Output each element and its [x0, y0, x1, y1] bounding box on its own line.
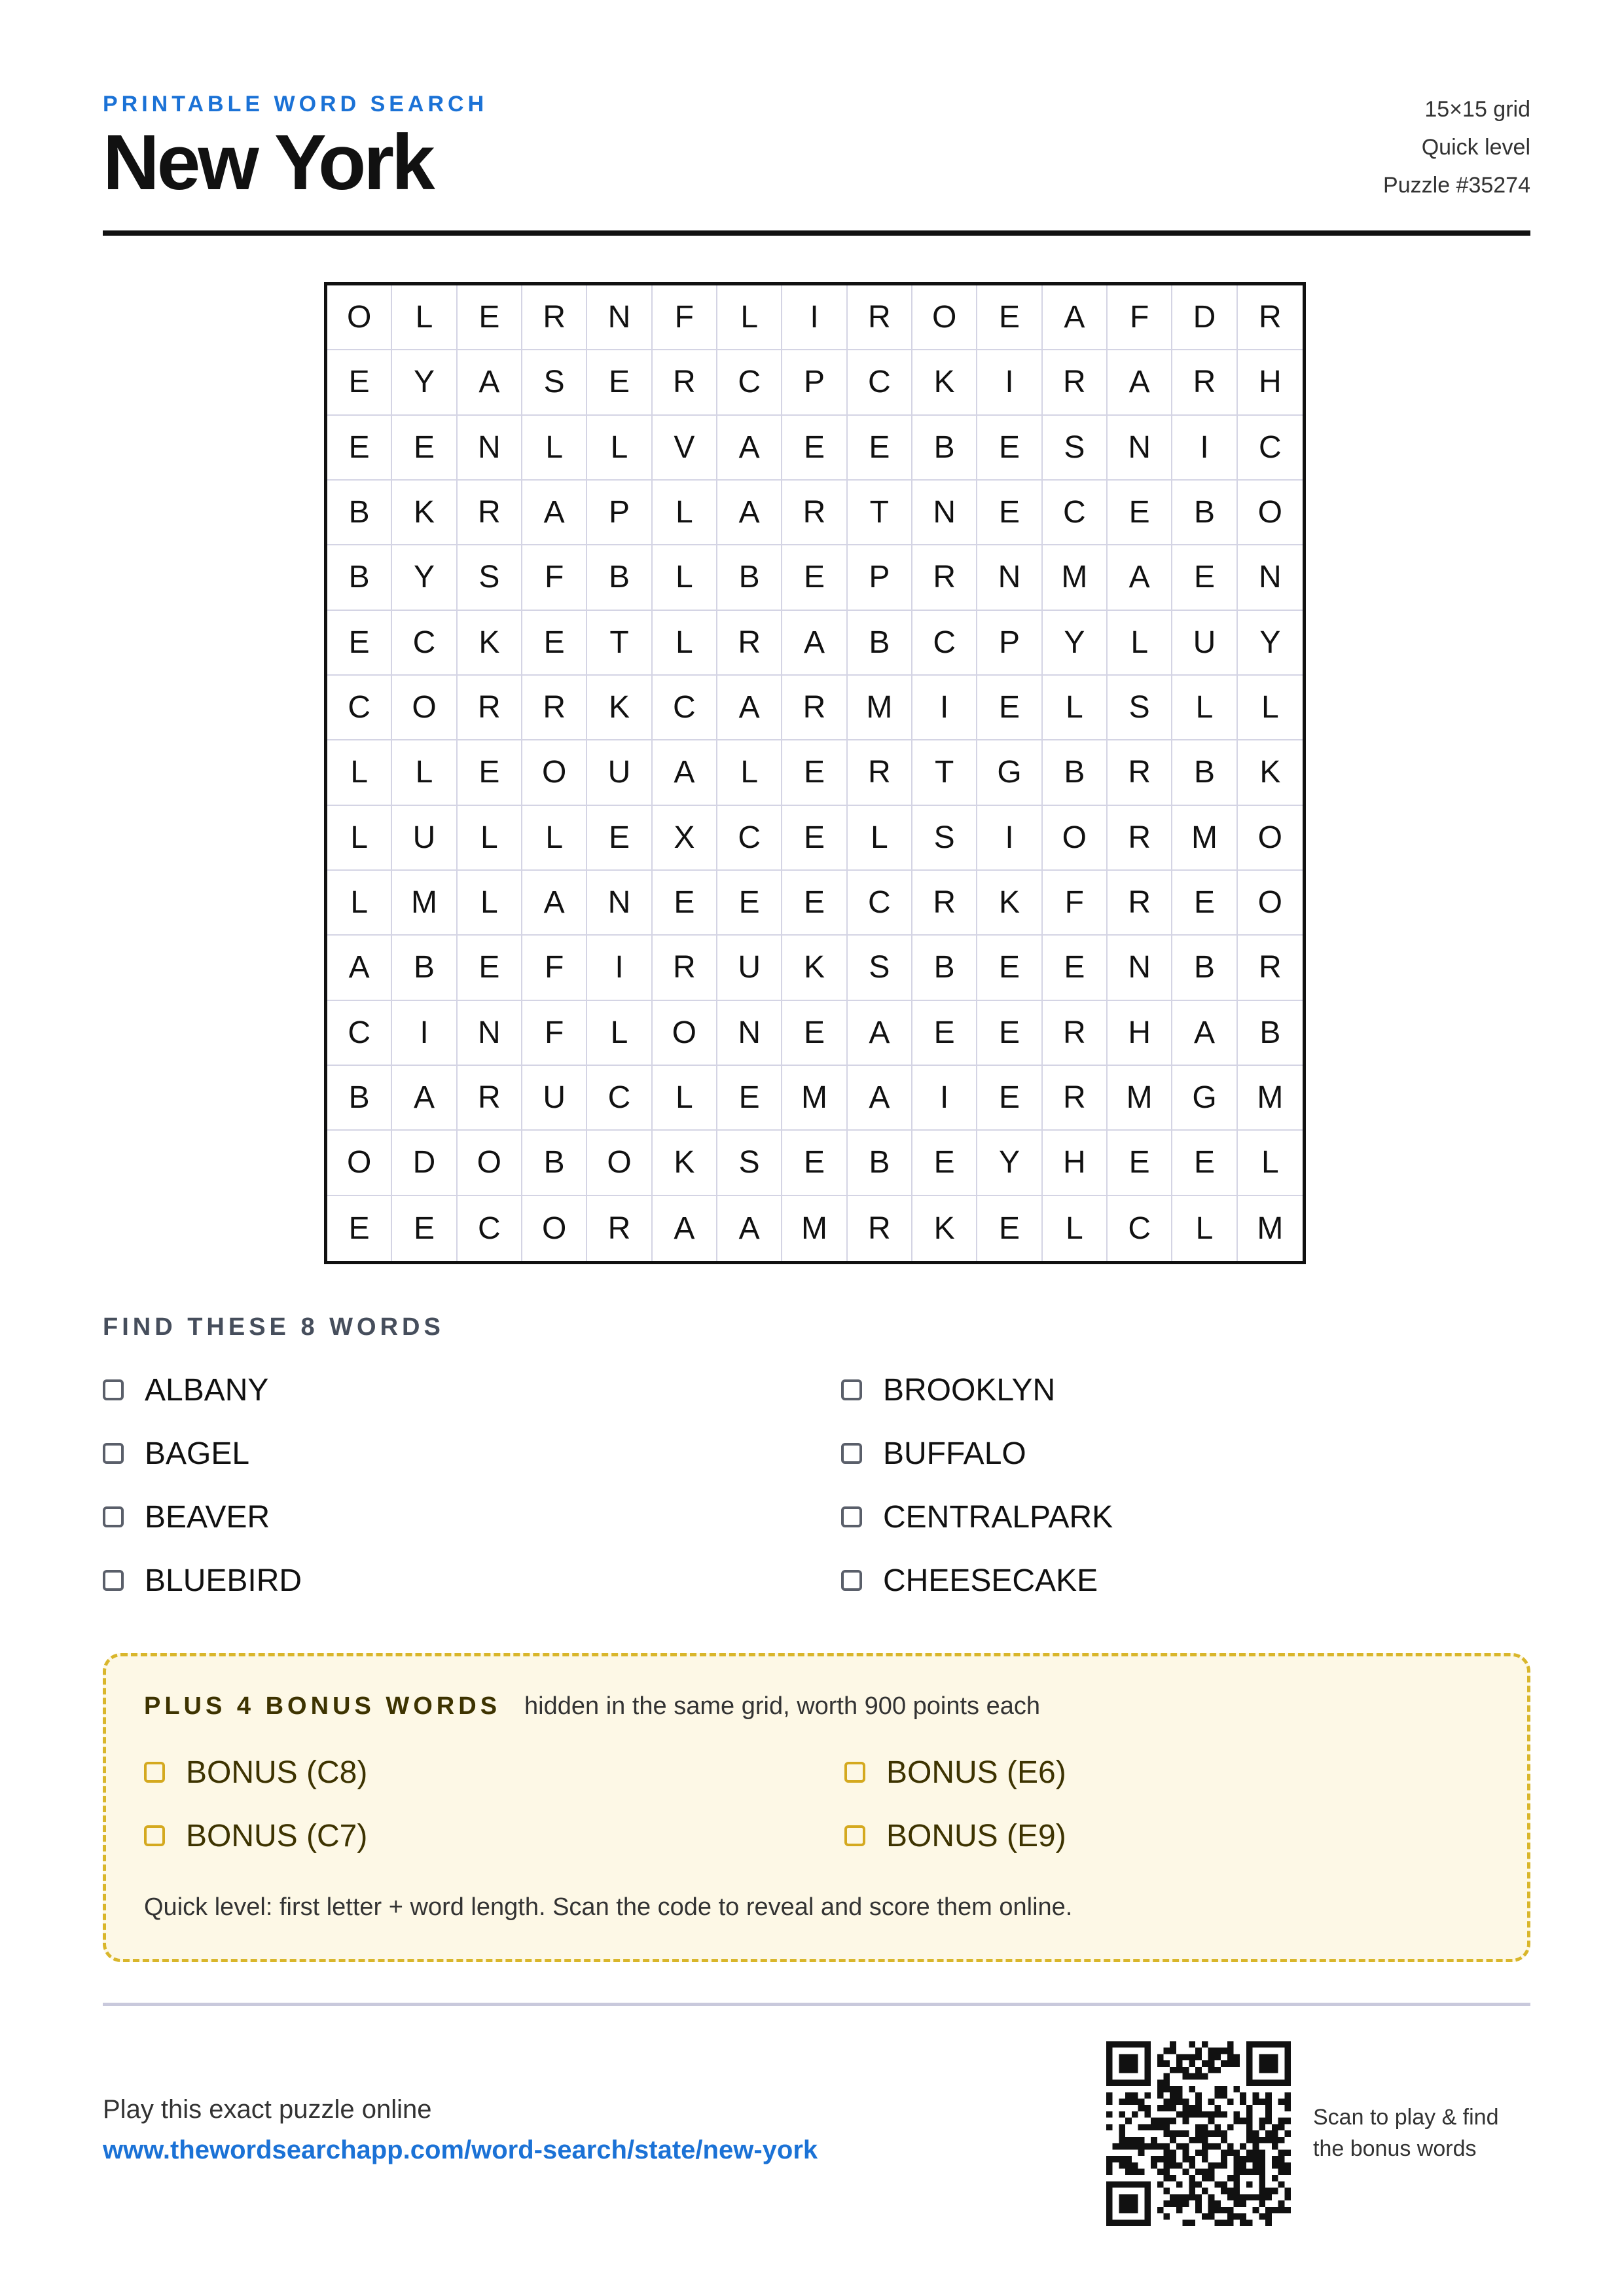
bonus-subheading: hidden in the same grid, worth 900 points each: [524, 1692, 1040, 1720]
grid-cell[interactable]: P: [848, 545, 912, 610]
puzzle-id-label: Puzzle #35274: [1383, 173, 1530, 198]
grid-cell[interactable]: U: [1172, 611, 1237, 676]
grid-cell[interactable]: B: [1238, 1001, 1303, 1066]
checkbox-icon[interactable]: [144, 1762, 165, 1783]
grid-cell[interactable]: R: [458, 1066, 522, 1131]
grid-cell[interactable]: C: [1043, 481, 1108, 545]
grid-cell[interactable]: L: [717, 740, 782, 805]
grid-cell[interactable]: E: [458, 936, 522, 1000]
word-item[interactable]: [103, 1558, 841, 1603]
grid-cell[interactable]: E: [1172, 1131, 1237, 1195]
grid-cell[interactable]: L: [653, 611, 717, 676]
grid-cell[interactable]: L: [327, 871, 392, 936]
grid-cell[interactable]: C: [392, 611, 457, 676]
word-label: BLUEBIRD: [145, 1563, 302, 1598]
grid-cell[interactable]: T: [848, 481, 912, 545]
grid-cell[interactable]: N: [1238, 545, 1303, 610]
grid-cell[interactable]: B: [522, 1131, 587, 1195]
grid-cell[interactable]: K: [782, 936, 847, 1000]
grid-cell[interactable]: O: [522, 740, 587, 805]
grid-cell[interactable]: H: [1108, 1001, 1172, 1066]
grid-cell[interactable]: D: [1172, 285, 1237, 350]
grid-cell[interactable]: R: [848, 740, 912, 805]
grid-cell[interactable]: L: [1172, 1196, 1237, 1261]
grid-cell[interactable]: L: [587, 1001, 652, 1066]
grid-cell[interactable]: R: [1043, 1066, 1108, 1131]
grid-cell[interactable]: E: [782, 740, 847, 805]
grid-cell[interactable]: E: [1108, 481, 1172, 545]
grid-cell[interactable]: L: [1238, 676, 1303, 740]
grid-cell[interactable]: O: [1238, 806, 1303, 871]
grid-cell[interactable]: D: [392, 1131, 457, 1195]
grid-cell[interactable]: L: [717, 285, 782, 350]
grid-cell[interactable]: E: [587, 350, 652, 415]
grid-cell[interactable]: I: [392, 1001, 457, 1066]
checkbox-icon[interactable]: [841, 1443, 862, 1464]
grid-cell[interactable]: N: [1108, 936, 1172, 1000]
qr-caption-line-1: Scan to play & find: [1313, 2105, 1499, 2130]
find-words-heading: FIND THESE 8 WORDS: [103, 1313, 444, 1341]
grid-cell[interactable]: F: [1108, 285, 1172, 350]
grid-cell[interactable]: P: [587, 481, 652, 545]
grid-cell[interactable]: O: [653, 1001, 717, 1066]
grid-cell[interactable]: A: [653, 740, 717, 805]
grid-cell[interactable]: L: [1238, 1131, 1303, 1195]
grid-cell[interactable]: B: [392, 936, 457, 1000]
grid-cell[interactable]: E: [782, 871, 847, 936]
page-title: New York: [103, 118, 433, 206]
grid-cell[interactable]: C: [848, 871, 912, 936]
grid-cell[interactable]: C: [912, 611, 977, 676]
grid-cell[interactable]: N: [587, 285, 652, 350]
word-label: CENTRALPARK: [883, 1499, 1113, 1535]
grid-cell[interactable]: I: [587, 936, 652, 1000]
grid-cell[interactable]: R: [522, 285, 587, 350]
grid-cell[interactable]: I: [912, 1066, 977, 1131]
grid-cell[interactable]: S: [1043, 416, 1108, 481]
puzzle-meta: [1383, 94, 1530, 208]
grid-cell[interactable]: I: [977, 806, 1042, 871]
grid-cell[interactable]: K: [1238, 740, 1303, 805]
qr-caption: [1313, 2102, 1499, 2164]
qr-caption-line-2: the bonus words: [1313, 2136, 1477, 2161]
grid-cell[interactable]: S: [912, 806, 977, 871]
grid-cell[interactable]: F: [522, 545, 587, 610]
grid-cell[interactable]: Y: [1043, 611, 1108, 676]
grid-cell[interactable]: E: [1108, 1131, 1172, 1195]
grid-cell[interactable]: R: [587, 1196, 652, 1261]
checkbox-icon[interactable]: [103, 1570, 124, 1591]
grid-cell[interactable]: P: [782, 350, 847, 415]
play-online-text: Play this exact puzzle online: [103, 2095, 432, 2124]
grid-cell[interactable]: F: [1043, 871, 1108, 936]
grid-cell[interactable]: E: [782, 1131, 847, 1195]
grid-cell[interactable]: O: [522, 1196, 587, 1261]
grid-cell[interactable]: A: [653, 1196, 717, 1261]
grid-cell[interactable]: A: [717, 481, 782, 545]
grid-cell[interactable]: L: [1172, 676, 1237, 740]
checkbox-icon[interactable]: [103, 1506, 124, 1527]
bonus-word-label: BONUS (E9): [886, 1818, 1066, 1853]
grid-cell[interactable]: A: [1043, 285, 1108, 350]
grid-cell[interactable]: Y: [1238, 611, 1303, 676]
grid-cell[interactable]: I: [1172, 416, 1237, 481]
grid-cell[interactable]: E: [977, 416, 1042, 481]
grid-cell[interactable]: O: [327, 285, 392, 350]
grid-cell[interactable]: L: [392, 740, 457, 805]
grid-cell[interactable]: C: [1108, 1196, 1172, 1261]
grid-cell[interactable]: R: [1043, 350, 1108, 415]
grid-cell[interactable]: Y: [392, 545, 457, 610]
grid-cell[interactable]: E: [522, 611, 587, 676]
bonus-word-item[interactable]: [144, 1813, 844, 1859]
grid-cell[interactable]: V: [653, 416, 717, 481]
word-label: BAGEL: [145, 1436, 250, 1471]
grid-cell[interactable]: E: [912, 1001, 977, 1066]
checkbox-icon[interactable]: [844, 1762, 865, 1783]
grid-cell[interactable]: L: [327, 740, 392, 805]
grid-cell[interactable]: N: [458, 1001, 522, 1066]
grid-cell[interactable]: E: [717, 871, 782, 936]
word-label: ALBANY: [145, 1372, 269, 1408]
grid-cell[interactable]: B: [1172, 740, 1237, 805]
grid-cell[interactable]: L: [458, 871, 522, 936]
grid-cell[interactable]: P: [977, 611, 1042, 676]
grid-cell[interactable]: M: [782, 1066, 847, 1131]
grid-cell[interactable]: O: [327, 1131, 392, 1195]
grid-cell[interactable]: L: [458, 806, 522, 871]
grid-cell[interactable]: G: [1172, 1066, 1237, 1131]
grid-cell[interactable]: L: [327, 806, 392, 871]
grid-cell[interactable]: A: [392, 1066, 457, 1131]
grid-cell[interactable]: C: [717, 806, 782, 871]
grid-cell[interactable]: O: [458, 1131, 522, 1195]
grid-cell[interactable]: E: [977, 1001, 1042, 1066]
grid-cell[interactable]: O: [587, 1131, 652, 1195]
bonus-note: Quick level: first letter + word length. Scan the code to reveal and score them online.: [144, 1893, 1073, 1921]
grid-cell[interactable]: E: [717, 1066, 782, 1131]
header-divider: [103, 230, 1530, 236]
grid-cell[interactable]: B: [327, 1066, 392, 1131]
bonus-header: [144, 1692, 1040, 1721]
grid-cell[interactable]: S: [522, 350, 587, 415]
grid-cell[interactable]: M: [1043, 545, 1108, 610]
grid-cell[interactable]: K: [458, 611, 522, 676]
grid-cell[interactable]: B: [1043, 740, 1108, 805]
word-list: [103, 1367, 1530, 1621]
grid-cell[interactable]: R: [1108, 871, 1172, 936]
grid-cell[interactable]: K: [392, 481, 457, 545]
checkbox-icon[interactable]: [144, 1825, 165, 1846]
grid-cell[interactable]: E: [392, 1196, 457, 1261]
grid-cell[interactable]: F: [522, 936, 587, 1000]
grid-cell[interactable]: R: [1172, 350, 1237, 415]
grid-cell[interactable]: E: [977, 481, 1042, 545]
grid-cell[interactable]: I: [782, 285, 847, 350]
grid-cell[interactable]: A: [522, 481, 587, 545]
grid-cell[interactable]: O: [912, 285, 977, 350]
letter-grid[interactable]: [324, 282, 1306, 1264]
grid-cell[interactable]: A: [848, 1001, 912, 1066]
grid-cell[interactable]: E: [782, 806, 847, 871]
grid-cell[interactable]: R: [1108, 740, 1172, 805]
grid-cell[interactable]: O: [1043, 806, 1108, 871]
bonus-word-item[interactable]: [844, 1813, 1492, 1859]
grid-cell[interactable]: L: [587, 416, 652, 481]
level-label: Quick level: [1421, 135, 1530, 160]
grid-cell[interactable]: B: [912, 936, 977, 1000]
grid-cell[interactable]: N: [912, 481, 977, 545]
grid-cell[interactable]: I: [977, 350, 1042, 415]
checkbox-icon[interactable]: [844, 1825, 865, 1846]
grid-cell[interactable]: E: [1172, 871, 1237, 936]
word-item[interactable]: [841, 1494, 1530, 1540]
grid-cell[interactable]: B: [848, 611, 912, 676]
grid-cell[interactable]: L: [653, 1066, 717, 1131]
bonus-heading: PLUS 4 BONUS WORDS: [144, 1692, 501, 1720]
grid-cell[interactable]: Y: [392, 350, 457, 415]
grid-cell[interactable]: B: [848, 1131, 912, 1195]
grid-cell[interactable]: N: [1108, 416, 1172, 481]
grid-size-label: 15×15 grid: [1424, 97, 1530, 122]
grid-cell[interactable]: R: [653, 936, 717, 1000]
grid-cell[interactable]: E: [912, 1131, 977, 1195]
grid-cell[interactable]: E: [587, 806, 652, 871]
checkbox-icon[interactable]: [103, 1379, 124, 1400]
bonus-word-label: BONUS (E6): [886, 1755, 1066, 1790]
grid-cell[interactable]: M: [1257, 1211, 1284, 1246]
checkbox-icon[interactable]: [841, 1506, 862, 1527]
page-eyebrow: PRINTABLE WORD SEARCH: [103, 92, 488, 117]
grid-cell[interactable]: T: [912, 740, 977, 805]
grid-cell[interactable]: B: [912, 416, 977, 481]
grid-cell[interactable]: R: [782, 676, 847, 740]
grid-cell[interactable]: H: [1238, 350, 1303, 415]
grid-cell[interactable]: R: [717, 611, 782, 676]
grid-cell[interactable]: S: [848, 936, 912, 1000]
grid-cell[interactable]: S: [717, 1131, 782, 1195]
grid-cell[interactable]: E: [327, 611, 392, 676]
grid-cell[interactable]: O: [1238, 871, 1303, 936]
grid-cell[interactable]: B: [1172, 481, 1237, 545]
grid-cell[interactable]: K: [587, 676, 652, 740]
puzzle-url-link[interactable]: www.thewordsearchapp.com/word-search/state/new-york: [103, 2136, 818, 2164]
grid-cell[interactable]: L: [1043, 1196, 1108, 1261]
word-item[interactable]: [841, 1430, 1530, 1476]
word-label: CHEESECAKE: [883, 1563, 1098, 1598]
bonus-word-item[interactable]: [144, 1749, 844, 1795]
grid-cell[interactable]: E: [977, 676, 1042, 740]
grid-cell[interactable]: N: [977, 545, 1042, 610]
grid-cell[interactable]: G: [977, 740, 1042, 805]
grid-cell[interactable]: B: [587, 545, 652, 610]
grid-cell[interactable]: A: [1172, 1001, 1237, 1066]
grid-cell[interactable]: K: [653, 1131, 717, 1195]
grid-cell[interactable]: L: [522, 806, 587, 871]
grid-cell[interactable]: M: [1172, 806, 1237, 871]
checkbox-icon[interactable]: [841, 1570, 862, 1591]
grid-cell[interactable]: E: [782, 416, 847, 481]
grid-cell[interactable]: L: [848, 806, 912, 871]
grid-cell[interactable]: R: [782, 481, 847, 545]
word-label: BUFFALO: [883, 1436, 1026, 1471]
grid-cell[interactable]: T: [587, 611, 652, 676]
grid-cell[interactable]: B: [717, 545, 782, 610]
grid-cell[interactable]: E: [458, 740, 522, 805]
grid-cell[interactable]: R: [912, 545, 977, 610]
grid-cell[interactable]: K: [977, 871, 1042, 936]
checkbox-icon[interactable]: [103, 1443, 124, 1464]
bonus-word-label: BONUS (C8): [186, 1755, 368, 1790]
grid-cell[interactable]: E: [327, 416, 392, 481]
grid-cell[interactable]: L: [392, 285, 457, 350]
grid-cell[interactable]: C: [327, 1001, 392, 1066]
footer-divider: [103, 2003, 1530, 2006]
grid-cell[interactable]: M: [1108, 1066, 1172, 1131]
word-item[interactable]: [103, 1367, 841, 1413]
grid-cell[interactable]: E: [782, 545, 847, 610]
grid-cell[interactable]: U: [587, 740, 652, 805]
grid-cell[interactable]: B: [1172, 936, 1237, 1000]
grid-cell[interactable]: S: [1108, 676, 1172, 740]
grid-cell[interactable]: R: [1043, 1001, 1108, 1066]
grid-cell[interactable]: A: [458, 350, 522, 415]
grid-cell[interactable]: R: [522, 676, 587, 740]
grid-cell[interactable]: E: [1172, 545, 1237, 610]
grid-cell[interactable]: U: [717, 936, 782, 1000]
grid-cell[interactable]: B: [327, 481, 392, 545]
grid-cell[interactable]: E: [977, 1196, 1042, 1261]
grid-cell[interactable]: E: [848, 416, 912, 481]
grid-cell[interactable]: A: [717, 1196, 782, 1261]
grid-cell[interactable]: C: [848, 350, 912, 415]
grid-cell[interactable]: I: [912, 676, 977, 740]
checkbox-icon[interactable]: [841, 1379, 862, 1400]
grid-cell[interactable]: A: [327, 936, 392, 1000]
grid-cell[interactable]: C: [587, 1066, 652, 1131]
grid-cell[interactable]: C: [458, 1196, 522, 1261]
grid-cell[interactable]: L: [1043, 676, 1108, 740]
grid-cell[interactable]: R: [653, 350, 717, 415]
word-label: BEAVER: [145, 1499, 270, 1535]
grid-cell[interactable]: M: [1238, 1066, 1303, 1131]
grid-cell[interactable]: C: [717, 350, 782, 415]
grid-cell[interactable]: Y: [977, 1131, 1042, 1195]
grid-cell[interactable]: R: [1238, 936, 1303, 1000]
grid-cell[interactable]: F: [653, 285, 717, 350]
grid-cell[interactable]: S: [458, 545, 522, 610]
grid-cell[interactable]: M: [392, 871, 457, 936]
grid-cell[interactable]: L: [653, 545, 717, 610]
grid-cell[interactable]: F: [522, 1001, 587, 1066]
grid-cell[interactable]: R: [458, 481, 522, 545]
grid-cell[interactable]: O: [1238, 481, 1303, 545]
word-label: BROOKLYN: [883, 1372, 1056, 1408]
grid-cell[interactable]: E: [458, 285, 522, 350]
grid-cell[interactable]: X: [653, 806, 717, 871]
grid-cell[interactable]: C: [327, 676, 392, 740]
grid-cell[interactable]: R: [1108, 806, 1172, 871]
grid-cell[interactable]: U: [522, 1066, 587, 1131]
grid-cell[interactable]: M: [782, 1196, 847, 1261]
bonus-word-item[interactable]: [844, 1749, 1492, 1795]
bonus-panel: [103, 1653, 1530, 1962]
grid-cell[interactable]: R: [848, 1196, 912, 1261]
word-item[interactable]: [103, 1494, 841, 1540]
grid-cell[interactable]: K: [912, 1196, 977, 1261]
grid-cell[interactable]: L: [653, 481, 717, 545]
grid-cell[interactable]: K: [912, 350, 977, 415]
grid-cell[interactable]: R: [458, 676, 522, 740]
grid-cell[interactable]: E: [392, 416, 457, 481]
grid-cell[interactable]: O: [392, 676, 457, 740]
grid-cell[interactable]: B: [327, 545, 392, 610]
grid-cell[interactable]: C: [1238, 416, 1303, 481]
grid-cell[interactable]: A: [782, 611, 847, 676]
grid-cell[interactable]: A: [717, 676, 782, 740]
grid-cell[interactable]: R: [1238, 285, 1303, 350]
grid-cell[interactable]: N: [717, 1001, 782, 1066]
grid-cell[interactable]: R: [912, 871, 977, 936]
grid-cell[interactable]: A: [522, 871, 587, 936]
qr-code[interactable]: [1106, 2041, 1291, 2226]
grid-cell[interactable]: E: [1043, 936, 1108, 1000]
grid-cell[interactable]: A: [717, 416, 782, 481]
grid-cell[interactable]: R: [848, 285, 912, 350]
word-item[interactable]: [103, 1430, 841, 1476]
grid-cell[interactable]: E: [327, 350, 392, 415]
grid-cell[interactable]: E: [782, 1001, 847, 1066]
bonus-word-label: BONUS (C7): [186, 1818, 368, 1853]
word-item[interactable]: [841, 1558, 1530, 1603]
grid-cell[interactable]: E: [653, 871, 717, 936]
grid-cell[interactable]: U: [392, 806, 457, 871]
grid-cell[interactable]: M: [848, 676, 912, 740]
grid-cell[interactable]: N: [587, 871, 652, 936]
grid-cell[interactable]: A: [1108, 545, 1172, 610]
bonus-word-list: [144, 1749, 1492, 1876]
grid-cell[interactable]: H: [1043, 1131, 1108, 1195]
grid-cell[interactable]: E: [327, 1196, 392, 1261]
grid-cell[interactable]: A: [1108, 350, 1172, 415]
grid-cell[interactable]: L: [1108, 611, 1172, 676]
grid-cell[interactable]: E: [977, 1066, 1042, 1131]
grid-cell[interactable]: E: [977, 936, 1042, 1000]
grid-cell[interactable]: C: [653, 676, 717, 740]
grid-cell[interactable]: A: [848, 1066, 912, 1131]
grid-cell[interactable]: L: [522, 416, 587, 481]
grid-cell[interactable]: E: [977, 285, 1042, 350]
word-item[interactable]: [841, 1367, 1530, 1413]
grid-cell[interactable]: N: [458, 416, 522, 481]
